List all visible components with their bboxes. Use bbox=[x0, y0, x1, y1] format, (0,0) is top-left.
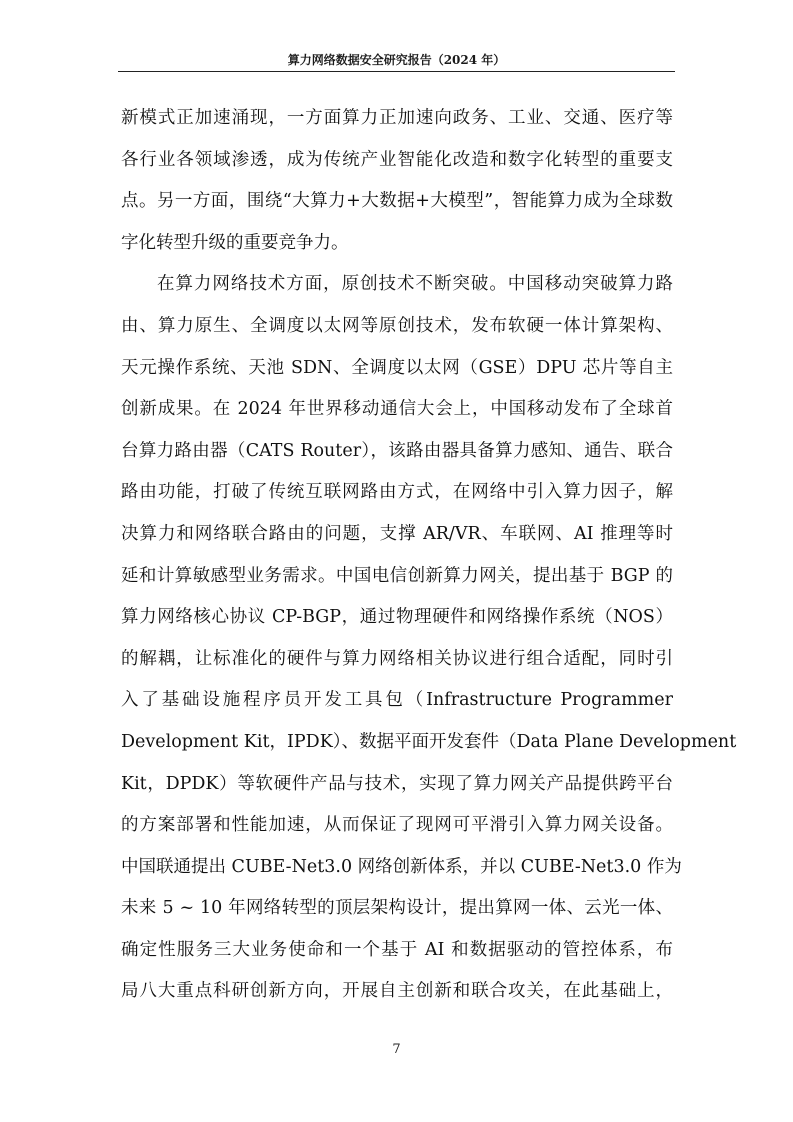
text-line: 决算力和网络联合路由的问题，支撑 AR/VR、车联网、AI 推理等时 bbox=[121, 523, 673, 544]
header-rule bbox=[118, 71, 675, 72]
page-number: 7 bbox=[392, 1042, 401, 1057]
text-line: 台算力路由器（CATS Router），该路由器具备算力感知、通告、联合 bbox=[121, 440, 673, 461]
text-line: 天元操作系统、天池 SDN、全调度以太网（GSE）DPU 芯片等自主 bbox=[121, 357, 673, 378]
text-line: 字化转型升级的重要竞争力。 bbox=[121, 232, 349, 253]
text-line: Kit，DPDK）等软硬件产品与技术，实现了算力网关产品提供跨平台 bbox=[121, 773, 673, 794]
text-line: Development Kit，IPDK）、数据平面开发套件（Data Plane Development bbox=[121, 731, 737, 752]
text-line: 的解耦，让标准化的硬件与算力网络相关协议进行组合适配，同时引 bbox=[121, 648, 673, 669]
text-line: 创新成果。在 2024 年世界移动通信大会上，中国移动发布了全球首 bbox=[121, 399, 673, 420]
text-line: 在算力网络技术方面，原创技术不断突破。中国移动突破算力路 bbox=[157, 274, 673, 295]
text-line: 算力网络核心协议 CP-BGP，通过物理硬件和网络操作系统（NOS） bbox=[121, 607, 673, 628]
text-line: 延和计算敏感型业务需求。中国电信创新算力网关，提出基于 BGP 的 bbox=[121, 565, 673, 586]
text-line: 确定性服务三大业务使命和一个基于 AI 和数据驱动的管控体系，布 bbox=[121, 939, 673, 960]
text-line: 各行业各领域渗透，成为传统产业智能化改造和数字化转型的重要支 bbox=[121, 149, 673, 170]
text-line: 未来 5 ~ 10 年网络转型的顶层架构设计，提出算网一体、云光一体、 bbox=[121, 898, 673, 919]
body-text bbox=[121, 98, 737, 1013]
running-header: 算力网络数据安全研究报告（2024 年） bbox=[287, 53, 506, 67]
text-line: 的方案部署和性能加速，从而保证了现网可平滑引入算力网关设备。 bbox=[121, 815, 673, 836]
text-line: 点。另一方面，围绕“大算力+大数据+大模型”，智能算力成为全球数 bbox=[121, 191, 673, 212]
text-line: 路由功能，打破了传统互联网路由方式，在网络中引入算力因子，解 bbox=[121, 482, 673, 503]
text-line: 局八大重点科研创新方向，开展自主创新和联合攻关，在此基础上， bbox=[121, 981, 673, 1002]
text-line: 由、算力原生、全调度以太网等原创技术，发布软硬一体计算架构、 bbox=[121, 315, 673, 336]
text-line: 入了基础设施程序员开发工具包（Infrastructure Programmer bbox=[121, 690, 673, 711]
text-line: 新模式正加速涌现，一方面算力正加速向政务、工业、交通、医疗等 bbox=[121, 108, 673, 128]
text-line: 中国联通提出 CUBE-Net3.0 网络创新体系，并以 CUBE-Net3.0 作为 bbox=[121, 856, 682, 877]
